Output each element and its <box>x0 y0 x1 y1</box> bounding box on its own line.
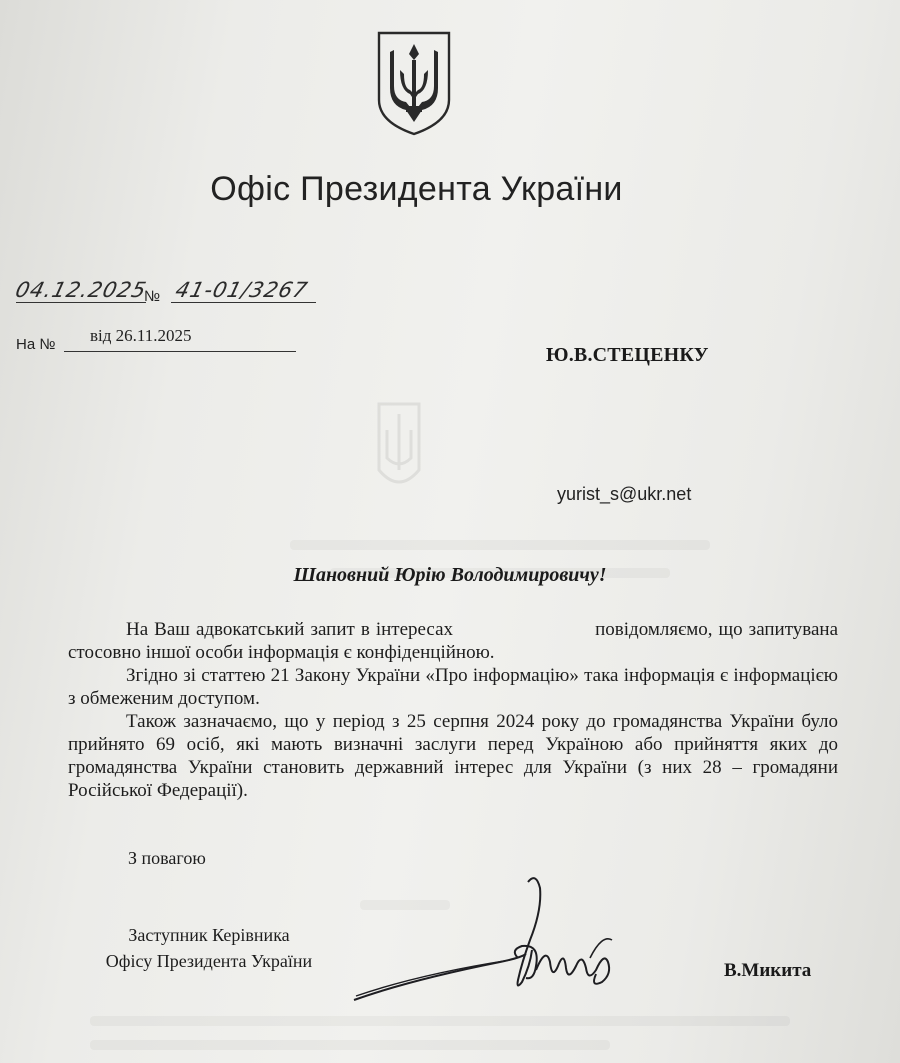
signatory-name: В.Микита <box>724 960 812 981</box>
trident-coat-of-arms-icon <box>376 30 452 136</box>
registration-line <box>13 278 316 308</box>
closing: З повагою <box>128 848 206 868</box>
registration-number: 41-01/3267 <box>173 278 311 302</box>
salutation: Шановний Юрію Володимировичу! <box>293 564 607 586</box>
registration-date-underline <box>16 302 146 303</box>
registration-number-sign: № <box>144 288 161 305</box>
paragraph-1-part1: На Ваш адвокатський запит в інтересах <box>126 619 454 640</box>
handwritten-signature-icon <box>350 870 630 1010</box>
office-title: Офіс Президента України <box>210 170 623 208</box>
reference-underline <box>64 351 296 352</box>
letter-body <box>68 618 838 802</box>
bleed-through-line <box>90 1016 790 1026</box>
paragraph-3: Також зазначаємо, що у період з 25 серпня 2024 року до громадянства України було прийнято 69 осіб, які мають визначні заслуги перед Україною або прийняття яких до громадянства України становить державний інтерес для України (з них 28 – громадяни Російської Федерації). <box>68 711 838 801</box>
signatory-position <box>74 922 344 974</box>
paragraph-1-part2: повідомляємо, що запитувана стосовно іншої особи інформація є конфіденційною. <box>68 619 839 663</box>
bleed-through-line <box>290 540 710 550</box>
addressee-email: yurist_s@ukr.net <box>557 484 692 504</box>
addressee-name: Ю.В.СТЕЦЕНКУ <box>546 344 709 366</box>
reference-date: від 26.11.2025 <box>90 326 192 345</box>
registration-date: 04.12.2025 <box>13 278 150 302</box>
redacted-gap <box>459 634 589 635</box>
position-line-1: Заступник Керівника <box>128 925 290 945</box>
reference-label: На № <box>16 336 56 353</box>
position-line-2: Офісу Президента України <box>105 951 313 971</box>
reference-line <box>16 322 306 356</box>
bleed-through-emblem-icon <box>375 400 423 496</box>
paragraph-2: Згідно зі статтею 21 Закону України «Про інформацію» така інформація є інформацією з обмеженим доступом. <box>68 665 838 709</box>
paragraph-1 <box>68 618 838 664</box>
bleed-through-line <box>90 1040 610 1050</box>
registration-number-underline <box>171 302 316 303</box>
